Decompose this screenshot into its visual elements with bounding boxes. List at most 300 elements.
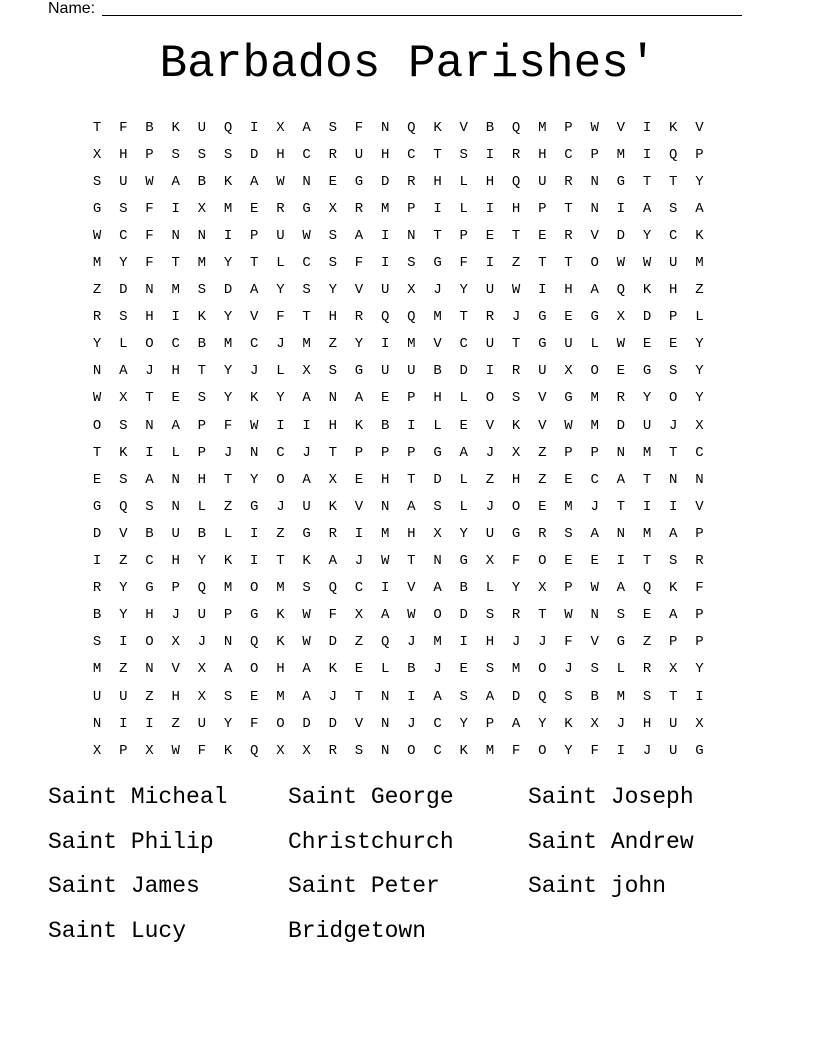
grid-letter: V [119, 525, 128, 542]
grid-letter: X [302, 742, 311, 759]
grid-letter: J [276, 498, 285, 515]
grid-letter: T [669, 173, 678, 190]
grid-letter: L [459, 498, 468, 515]
grid-letter: I [669, 498, 678, 515]
grid-letter: S [197, 282, 207, 299]
grid-letter: G [302, 200, 311, 217]
grid-letter: R [538, 525, 547, 542]
grid-letter: V [485, 417, 495, 434]
grid-letter: I [642, 498, 652, 515]
grid-letter: I [250, 525, 259, 542]
grid-letter: R [511, 607, 521, 624]
grid-letter: U [538, 363, 547, 380]
grid-letter: V [695, 119, 704, 136]
grid-letter: H [485, 173, 495, 190]
grid-letter: B [485, 119, 495, 136]
grid-letter: H [328, 309, 337, 326]
grid-letter: J [354, 553, 364, 570]
grid-letter: H [328, 417, 337, 434]
grid-row [84, 331, 713, 358]
grid-letter: Y [538, 715, 547, 732]
grid-letter: B [197, 525, 207, 542]
grid-letter: A [380, 607, 390, 624]
grid-letter: Y [354, 336, 364, 353]
grid-row [84, 304, 713, 331]
grid-letter: L [695, 309, 704, 326]
grid-letter: H [485, 634, 495, 651]
grid-letter: W [276, 173, 285, 190]
grid-row [84, 385, 713, 412]
grid-letter: C [302, 255, 311, 272]
grid-letter: S [119, 200, 128, 217]
grid-letter: S [171, 146, 180, 163]
grid-letter: I [616, 742, 626, 759]
grid-letter: Y [511, 580, 521, 597]
grid-letter: S [119, 471, 128, 488]
grid-letter: T [171, 255, 180, 272]
grid-letter: I [250, 119, 259, 136]
grid-letter: W [92, 227, 102, 244]
grid-letter: O [433, 607, 442, 624]
grid-letter: S [433, 498, 442, 515]
grid-letter: T [407, 471, 416, 488]
grid-letter: K [197, 309, 207, 326]
grid-letter: F [223, 417, 233, 434]
grid-letter: I [302, 417, 311, 434]
grid-letter: G [433, 255, 442, 272]
name-field [48, 0, 748, 20]
grid-letter: B [145, 119, 154, 136]
grid-letter: I [485, 363, 495, 380]
grid-letter: N [223, 634, 233, 651]
grid-letter: J [197, 634, 207, 651]
grid-letter: K [511, 417, 521, 434]
grid-letter: W [642, 255, 652, 272]
grid-letter: V [590, 634, 599, 651]
grid-letter: G [433, 444, 442, 461]
grid-letter: H [407, 525, 416, 542]
grid-letter: L [276, 363, 285, 380]
grid-letter: U [669, 255, 678, 272]
grid-letter: U [485, 336, 495, 353]
grid-letter: Y [695, 390, 704, 407]
grid-letter: P [538, 200, 547, 217]
grid-letter: X [590, 715, 599, 732]
grid-letter: I [485, 200, 495, 217]
grid-row [84, 114, 713, 141]
grid-letter: A [171, 417, 180, 434]
grid-letter: M [538, 119, 547, 136]
grid-letter: I [616, 553, 626, 570]
grid-letter: O [407, 742, 416, 759]
grid-letter: Y [92, 336, 102, 353]
grid-letter: D [616, 417, 626, 434]
grid-letter: F [145, 255, 154, 272]
grid-letter: L [459, 390, 468, 407]
grid-letter: U [197, 119, 207, 136]
grid-letter: V [590, 227, 599, 244]
grid-row [84, 439, 713, 466]
grid-letter: T [538, 255, 547, 272]
word-list-item: Bridgetown [288, 917, 427, 944]
grid-letter: O [145, 336, 154, 353]
grid-letter: X [92, 146, 102, 163]
grid-letter: X [354, 607, 364, 624]
grid-letter: Q [511, 173, 521, 190]
grid-letter: Y [223, 309, 233, 326]
grid-letter: Y [119, 255, 128, 272]
grid-letter: Q [407, 119, 416, 136]
grid-letter: X [511, 444, 521, 461]
grid-letter: E [669, 336, 678, 353]
grid-letter: Q [197, 580, 207, 597]
grid-letter: W [564, 607, 573, 624]
grid-letter: S [145, 498, 154, 515]
grid-letter: U [302, 498, 311, 515]
grid-letter: K [564, 715, 573, 732]
grid-letter: O [276, 715, 285, 732]
grid-letter: K [459, 742, 468, 759]
grid-letter: N [380, 742, 390, 759]
grid-letter: P [197, 417, 207, 434]
grid-letter: A [433, 580, 442, 597]
grid-letter: X [538, 580, 547, 597]
grid-letter: I [642, 119, 652, 136]
grid-letter: Q [380, 634, 390, 651]
grid-letter: S [669, 363, 678, 380]
grid-letter: F [328, 607, 337, 624]
grid-letter: H [171, 688, 180, 705]
grid-letter: Z [642, 634, 652, 651]
grid-letter: E [354, 471, 364, 488]
grid-letter: I [485, 146, 495, 163]
grid-letter: J [250, 363, 259, 380]
grid-letter: T [616, 498, 626, 515]
grid-letter: M [564, 498, 573, 515]
grid-letter: A [302, 688, 311, 705]
grid-letter: C [407, 146, 416, 163]
grid-letter: E [538, 227, 547, 244]
grid-letter: K [669, 119, 678, 136]
grid-letter: O [590, 255, 599, 272]
grid-letter: I [92, 553, 102, 570]
grid-letter: G [459, 553, 468, 570]
grid-letter: Y [695, 363, 704, 380]
grid-letter: A [354, 390, 364, 407]
grid-letter: A [642, 200, 652, 217]
grid-letter: Q [407, 309, 416, 326]
grid-letter: I [459, 634, 468, 651]
grid-letter: C [459, 336, 468, 353]
grid-letter: X [695, 417, 704, 434]
grid-letter: W [380, 553, 390, 570]
grid-letter: V [616, 119, 626, 136]
grid-letter: M [433, 309, 442, 326]
grid-letter: Y [695, 336, 704, 353]
grid-letter: E [564, 471, 573, 488]
grid-letter: S [564, 688, 573, 705]
grid-letter: P [695, 607, 704, 624]
grid-letter: D [223, 282, 233, 299]
grid-letter: U [407, 363, 416, 380]
grid-letter: S [328, 255, 337, 272]
grid-letter: J [328, 688, 337, 705]
grid-letter: M [616, 688, 626, 705]
grid-letter: W [302, 634, 311, 651]
grid-letter: R [328, 146, 337, 163]
grid-letter: S [197, 146, 207, 163]
grid-letter: V [171, 661, 180, 678]
grid-letter: G [695, 742, 704, 759]
grid-letter: R [328, 742, 337, 759]
grid-letter: M [302, 336, 311, 353]
grid-letter: P [485, 715, 495, 732]
grid-letter: A [459, 444, 468, 461]
grid-letter: X [197, 200, 207, 217]
grid-letter: T [328, 444, 337, 461]
word-list-item: Saint Lucy [48, 917, 187, 944]
grid-letter: L [616, 661, 626, 678]
grid-letter: R [485, 309, 495, 326]
grid-letter: S [669, 200, 678, 217]
grid-letter: M [433, 634, 442, 651]
grid-letter: A [616, 471, 626, 488]
grid-row [84, 222, 713, 249]
grid-letter: I [485, 255, 495, 272]
grid-letter: K [642, 282, 652, 299]
grid-letter: T [459, 309, 468, 326]
grid-letter: S [511, 390, 521, 407]
grid-letter: J [642, 742, 652, 759]
grid-letter: S [223, 688, 233, 705]
word-list-item: Saint Peter [288, 873, 440, 899]
grid-letter: F [590, 742, 599, 759]
grid-letter: A [485, 688, 495, 705]
grid-letter: A [669, 607, 678, 624]
grid-letter: V [354, 282, 364, 299]
grid-letter: R [92, 580, 102, 597]
grid-letter: F [145, 227, 154, 244]
grid-letter: X [197, 661, 207, 678]
grid-letter: N [380, 688, 390, 705]
grid-letter: S [302, 282, 311, 299]
grid-letter: S [92, 634, 102, 651]
grid-letter: M [223, 580, 233, 597]
grid-letter: Z [145, 688, 154, 705]
grid-letter: J [276, 336, 285, 353]
grid-letter: Q [328, 580, 337, 597]
grid-letter: M [92, 661, 102, 678]
grid-letter: R [407, 173, 416, 190]
grid-letter: R [616, 390, 626, 407]
grid-letter: Y [695, 661, 704, 678]
grid-letter: J [511, 634, 521, 651]
grid-letter: A [171, 173, 180, 190]
grid-letter: B [590, 688, 599, 705]
grid-letter: T [433, 227, 442, 244]
grid-letter: O [669, 390, 678, 407]
grid-letter: H [433, 390, 442, 407]
grid-letter: X [564, 363, 573, 380]
grid-letter: N [197, 227, 207, 244]
grid-letter: L [171, 444, 180, 461]
grid-row [84, 710, 713, 737]
grid-letter: B [197, 336, 207, 353]
grid-letter: I [145, 444, 154, 461]
grid-letter: K [171, 119, 180, 136]
grid-letter: Y [642, 227, 652, 244]
grid-letter: S [669, 553, 678, 570]
grid-letter: H [564, 282, 573, 299]
grid-letter: G [92, 498, 102, 515]
grid-letter: G [354, 173, 364, 190]
grid-letter: B [459, 580, 468, 597]
grid-letter: Y [223, 715, 233, 732]
grid-letter: F [250, 715, 259, 732]
grid-row [84, 141, 713, 168]
grid-letter: H [171, 553, 180, 570]
grid-letter: P [695, 146, 704, 163]
grid-letter: T [433, 146, 442, 163]
grid-letter: V [459, 119, 468, 136]
grid-letter: M [642, 444, 652, 461]
grid-letter: T [538, 607, 547, 624]
grid-letter: A [302, 390, 311, 407]
grid-letter: U [538, 173, 547, 190]
grid-letter: L [276, 255, 285, 272]
grid-letter: J [564, 661, 573, 678]
grid-letter: N [433, 553, 442, 570]
grid-letter: W [171, 742, 180, 759]
grid-letter: N [590, 607, 599, 624]
grid-letter: Z [171, 715, 180, 732]
grid-row [84, 195, 713, 222]
grid-letter: U [197, 715, 207, 732]
grid-letter: K [223, 742, 233, 759]
grid-letter: A [302, 119, 311, 136]
grid-letter: K [250, 390, 259, 407]
grid-letter: S [119, 309, 128, 326]
grid-letter: U [354, 146, 364, 163]
grid-letter: Z [276, 525, 285, 542]
grid-letter: Q [669, 146, 678, 163]
grid-letter: P [459, 227, 468, 244]
grid-letter: D [642, 309, 652, 326]
grid-letter: Q [511, 119, 521, 136]
name-label: Name: [48, 0, 96, 17]
grid-letter: X [433, 525, 442, 542]
grid-letter: I [695, 688, 704, 705]
grid-letter: I [642, 146, 652, 163]
grid-letter: X [695, 715, 704, 732]
grid-letter: S [328, 227, 337, 244]
grid-letter: Y [223, 255, 233, 272]
grid-letter: M [171, 282, 180, 299]
grid-letter: G [302, 525, 311, 542]
grid-letter: F [197, 742, 207, 759]
grid-letter: L [459, 471, 468, 488]
grid-letter: F [145, 200, 154, 217]
grid-letter: J [669, 417, 678, 434]
grid-letter: A [223, 661, 233, 678]
grid-letter: L [459, 173, 468, 190]
grid-letter: J [538, 634, 547, 651]
grid-letter: X [616, 309, 626, 326]
grid-letter: R [511, 146, 521, 163]
grid-letter: A [669, 525, 678, 542]
grid-letter: P [171, 580, 180, 597]
grid-letter: I [171, 309, 180, 326]
grid-letter: O [511, 498, 521, 515]
grid-letter: X [92, 742, 102, 759]
grid-letter: N [92, 363, 102, 380]
grid-letter: O [276, 471, 285, 488]
grid-letter: Q [250, 742, 259, 759]
grid-letter: K [328, 661, 337, 678]
grid-letter: E [171, 390, 180, 407]
grid-letter: F [354, 119, 364, 136]
grid-letter: Z [92, 282, 102, 299]
grid-letter: X [119, 390, 128, 407]
grid-letter: G [616, 173, 626, 190]
grid-letter: Z [511, 255, 521, 272]
grid-letter: W [511, 282, 521, 299]
grid-letter: G [92, 200, 102, 217]
grid-letter: Y [459, 282, 468, 299]
grid-letter: G [511, 525, 521, 542]
grid-letter: N [171, 471, 180, 488]
grid-letter: F [276, 309, 285, 326]
grid-letter: N [380, 498, 390, 515]
grid-letter: N [407, 227, 416, 244]
grid-letter: N [145, 417, 154, 434]
grid-letter: M [276, 688, 285, 705]
grid-letter: C [433, 715, 442, 732]
grid-row [84, 358, 713, 385]
grid-letter: F [695, 580, 704, 597]
grid-letter: U [276, 227, 285, 244]
grid-letter: D [92, 525, 102, 542]
grid-row [84, 629, 713, 656]
grid-letter: E [564, 553, 573, 570]
grid-letter: A [302, 661, 311, 678]
grid-letter: O [485, 390, 495, 407]
grid-letter: I [616, 200, 626, 217]
grid-letter: W [145, 173, 154, 190]
grid-letter: W [564, 417, 573, 434]
grid-letter: E [642, 336, 652, 353]
grid-letter: C [145, 553, 154, 570]
grid-letter: X [328, 471, 337, 488]
grid-letter: T [564, 255, 573, 272]
grid-letter: N [616, 444, 626, 461]
grid-letter: M [380, 525, 390, 542]
word-list-item: Saint James [48, 873, 200, 899]
grid-letter: E [92, 471, 102, 488]
grid-letter: L [380, 661, 390, 678]
grid-letter: B [145, 525, 154, 542]
grid-letter: C [119, 227, 128, 244]
grid-letter: O [145, 634, 154, 651]
grid-letter: Z [538, 444, 547, 461]
word-list-item: Saint Andrew [528, 828, 694, 855]
grid-letter: A [250, 282, 259, 299]
grid-letter: W [92, 390, 102, 407]
grid-letter: F [511, 742, 521, 759]
grid-letter: M [223, 200, 233, 217]
grid-row [84, 602, 713, 629]
grid-letter: U [119, 173, 128, 190]
